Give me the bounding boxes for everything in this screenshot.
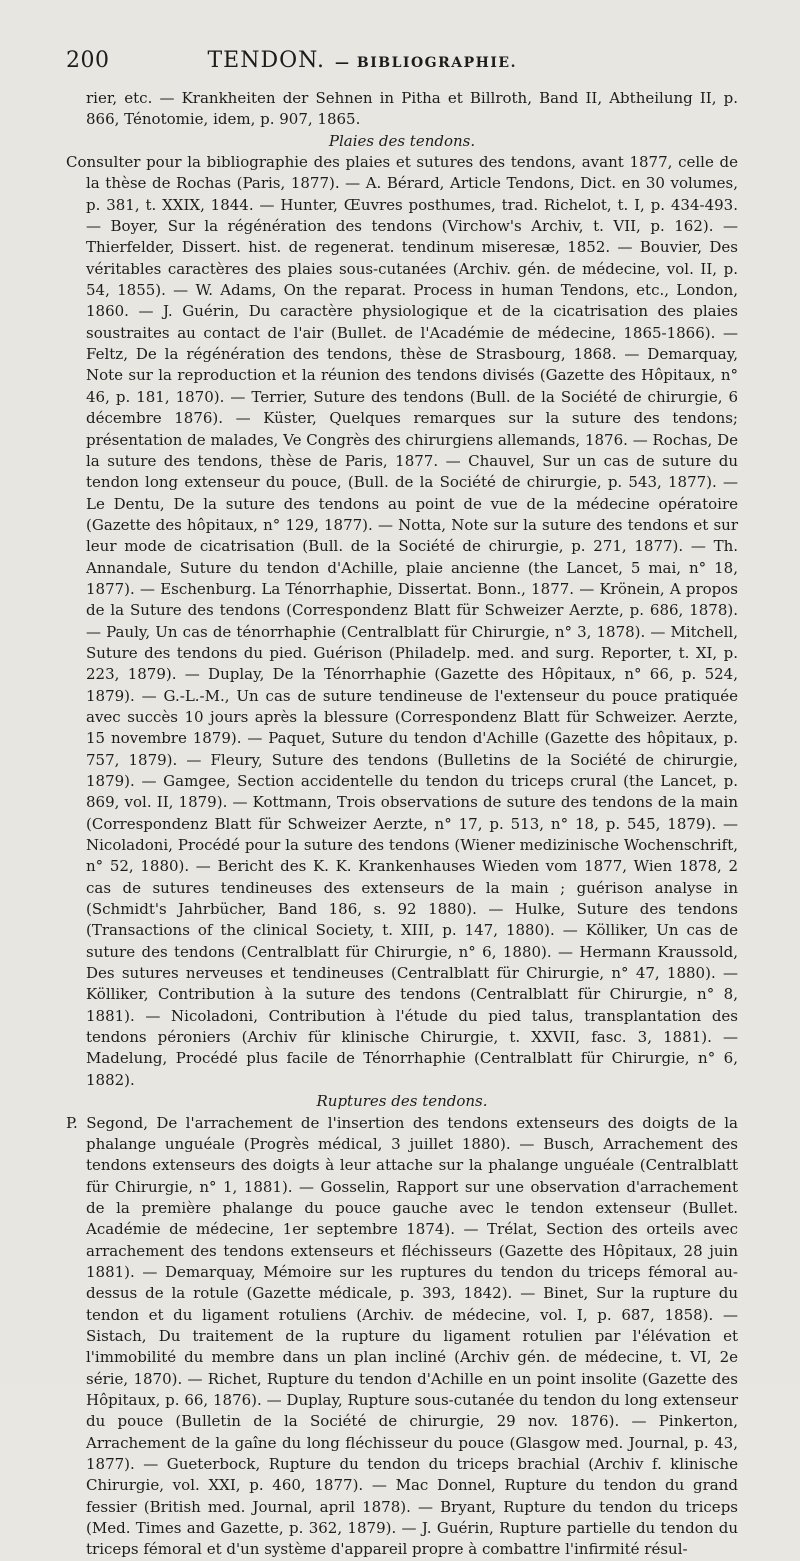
- page-number: 200: [66, 48, 110, 73]
- running-title: TENDON.: [207, 48, 325, 73]
- section-heading: Ruptures des tendons.: [316, 1092, 488, 1111]
- section-paragraph: Consulter pour la bibliographie des plaies et sutures des tendons, avant 1877, celle de la thèse de Rochas (Paris, 1877). — A. Bérard, Article Tendons, Dict. en 30 volumes, p. 381, t. XXIX, 1844. — Hunter, Œuvres posthumes, trad. Richelot, t. I, p. 434-493. — Boyer, Sur la régénération des tendons (Virchow's Archiv, t. VII, p. 162). — Thierfelder, Dissert. hist. de regenerat. tendinum miseresæ, 1852. — Bouvier, Des véritables caractères des plaies sous-cutanées (Archiv. gén. de médecine, vol. II, p. 54, 1855). — W. Adams, On the reparat. Process in human Tendons, etc., London, 1860. — J. Guérin, Du caractère physiologique et de la cicatrisation des plaies soustraites au contact de l'air (Bullet. de l'Académie de médecine, 1865-1866). — Feltz, De la régénération des tendons, thèse de Strasbourg, 1868. — Demarquay, Note sur la reproduction et la réunion des tendons divisés (Gazette des Hôpitaux, n° 46, p. 181, 1870). — Terrier, Suture des tendons (Bull. de la Société de chirurgie, 6 décembre 1876). — Küster, Quelques remarques sur la suture des tendons; présentation de malades, Ve Congrès des chirurgiens allemands, 1876. — Rochas, De la suture des tendons, thèse de Paris, 1877. — Chauvel, Sur un cas de suture du tendon long extenseur du pouce, (Bull. de la Société de chirurgie, p. 543, 1877). — Le Dentu, De la suture des tendons au point de vue de la médecine opératoire (Gazette des hôpitaux, n° 129, 1877). — Notta, Note sur la suture des tendons et sur leur mode de cicatrisation (Bull. de la Société de chirurgie, p. 271, 1877). — Th. Annandale, Suture du tendon d'Achille, plaie ancienne (the Lancet, 5 mai, n° 18, 1877). — Eschenburg. La Ténorrhaphie, Dissertat. Bonn., 1877. — Krönein, A propos de la Suture des tendons (Correspondenz Blatt für Schweizer Aerzte, p. 686, 1878). — Pauly, Un cas de ténorrhaphie (Centralblatt für Chirurgie, n° 3, 1878). — Mitchell, Suture des tendons du pied. Guérison (Philadelp. med. and surg. Reporter, t. XI, p. 223, 1879). — Duplay, De la Ténorrhaphie (Gazette des Hôpitaux, n° 66, p. 524, 1879). — G.-L.-M., Un cas de suture tendineuse de l'extenseur du pouce pratiquée avec succès 10 jours après la blessure (Correspondenz Blatt für Schweizer. Aerzte, 15 novembre 1879). — Paquet, Suture du tendon d'Achille (Gazette des hôpitaux, p. 757, 1879). — Fleury, Suture des tendons (Bulletins de la Société de chirurgie, 1879). — Gamgee, Section accidentelle du tendon du triceps crural (the Lancet, p. 869, vol. II, 1879). — Kottmann, Trois observations de suture des tendons de la main (Correspondenz Blatt für Schweizer Aerzte, n° 17, p. 513, n° 18, p. 545, 1879). — Nicoladoni, Procédé pour la suture des tendons (Wiener medizinische Wochenschrift, n° 52, 1880). — Bericht des K. K. Krankenhauses Wieden vom 1877, Wien 1878, 2 cas de sutures tendineuses des extenseurs de la main ; guérison analyse in (Schmidt's Jahrbücher, Band 186, s. 92 1880). — Hulke, Suture des tendons (Transactions of the clinical Society, t. XIII, p. 147, 1880). — Kölliker, Un cas de suture des tendons (Centralblatt für Chirurgie, n° 6, 1880). — Hermann Kraussold, Des sutures nerveuses et tendineuses (Centralblatt für Chirurgie, n° 47, 1880). — Kölliker, Contribution à la suture des tendons (Centralblatt für Chirurgie, n° 8, 1881). — Nicoladoni, Contribution à l'étude du pied talus, transplantation des tendons péroniers (Archiv für klinische Chirurgie, t. XXVII, fasc. 3, 1881). — Madelung, Procédé plus facile de Ténorrhaphie (Centralblatt für Chirurgie, n° 6, 1882).: [66, 153, 738, 1089]
- continuation-paragraph: rier, etc. — Krankheiten der Sehnen in Pitha et Billroth, Band II, Abtheilung II, p. 866, Ténotomie, idem, p. 907, 1865.: [86, 89, 738, 129]
- page-body: [66, 88, 738, 1561]
- running-subtitle: — BIBLIOGRAPHIE.: [335, 55, 517, 71]
- section-paragraph: P. Segond, De l'arrachement de l'insertion des tendons extenseurs des doigts de la phalange unguéale (Progrès médical, 3 juillet 1880). — Busch, Arrachement des tendons extenseurs des doigts à leur attache sur la phalange unguéale (Centralblatt für Chirurgie, n° 1, 1881). — Gosselin, Rapport sur une observation d'arrachement de la première phalange du pouce gauche avec le tendon extenseur (Bullet. Académie de médecine, 1er septembre 1874). — Trélat, Section des orteils avec arrachement des tendons extenseurs et fléchisseurs (Gazette des Hôpitaux, 28 juin 1881). — Demarquay, Mémoire sur les ruptures du tendon du triceps fémoral au-dessus de la rotule (Gazette médicale, p. 393, 1842). — Binet, Sur la rupture du tendon et du ligament rotuliens (Archiv. de médecine, vol. I, p. 687, 1858). — Sistach, Du traitement de la rupture du ligament rotulien par l'élévation et l'immobilité du membre dans un plan incliné (Archiv gén. de médecine, t. VI, 2e série, 1870). — Richet, Rupture du tendon d'Achille en un point insolite (Gazette des Hôpitaux, p. 66, 1876). — Duplay, Rupture sous-cutanée du tendon du long extenseur du pouce (Bulletin de la Société de chirurgie, 29 nov. 1876). — Pinkerton, Arrachement de la gaîne du long fléchisseur du pouce (Glasgow med. Journal, p. 43, 1877). — Gueterbock, Rupture du tendon du triceps brachial (Archiv f. klinische Chirurgie, vol. XXI, p. 460, 1877). — Mac Donnel, Rupture du tendon du grand fessier (British med. Journal, april 1878). — Bryant, Rupture du tendon du triceps (Med. Times and Gazette, p. 362, 1879). — J. Guérin, Rupture partielle du tendon du triceps fémoral et d'un système d'appareil propre à combattre l'infirmité résul-: [66, 1113, 738, 1559]
- running-header: [66, 48, 746, 84]
- section-heading: Plaies des tendons.: [328, 131, 476, 150]
